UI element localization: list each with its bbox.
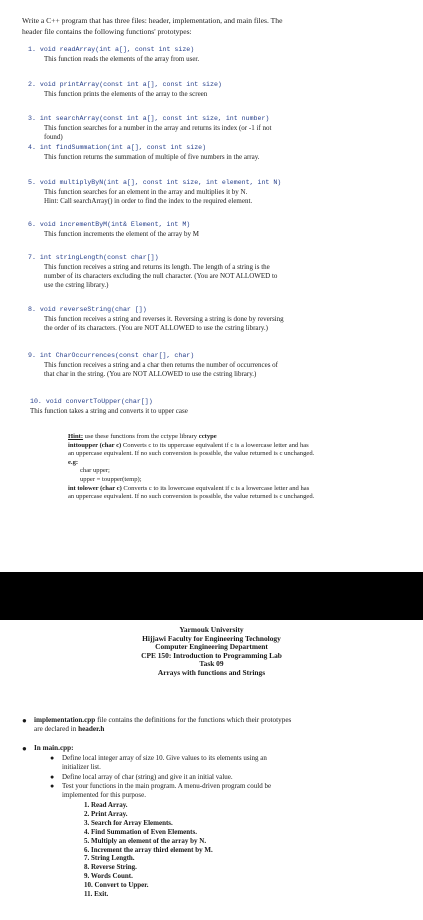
menu-item: 3. Search for Array Elements. (84, 818, 173, 827)
bullet-main: ● In main.cpp: (22, 744, 74, 753)
menu-item: 11. Exit. (84, 890, 109, 899)
bullet-implementation: ● implementation.cpp file contains the definitions for the functions which their prototypes are declared in header.h (22, 716, 292, 734)
function-item (28, 305, 414, 333)
bullet-icon: ● (22, 744, 27, 753)
sub-bullet-icon: ● (50, 782, 55, 790)
hint-block (68, 433, 408, 502)
function-signature: 10. void convertToUpper(char[]) (30, 398, 153, 405)
bullet-icon: ● (22, 716, 27, 725)
menu-item: 1. Read Array. (84, 801, 128, 809)
function-signature: 2. void printArray(const int a[], const int size) (28, 81, 222, 88)
menu-item: 5. Multiply an element of the array by N. (84, 836, 207, 845)
function-description: This function prints the elements of the array to the screen (44, 90, 208, 98)
header-task: Task 09 (199, 659, 224, 669)
menu-item: 9. Words Count. (84, 872, 133, 881)
function-signature: 6. void incrementByM(int& Element, int M) (28, 221, 191, 228)
function-item (28, 178, 414, 206)
function-signature: 4. int findSummation(int a[], const int size) (28, 144, 207, 151)
function-signature: 9. int CharOccurrences(const char[], char) (28, 352, 195, 359)
menu-item: 6. Increment the array third element by M. (84, 845, 213, 854)
sub-bullet-icon: ● (50, 754, 55, 762)
function-signature: 8. void reverseString(char []) (28, 306, 147, 313)
document-page-2 (0, 620, 423, 920)
function-description: This function searches for an element in the array and multiplies it by N. Hint: Call searchArray() in order to find the index to the required element. (44, 188, 253, 206)
menu-item: 4. Find Summation of Even Elements. (84, 827, 197, 836)
function-item (28, 80, 414, 99)
sub-bullet: ● Test your functions in the main program. A menu-driven program could be implemented for this purpose. (50, 782, 272, 799)
function-signature: 7. int stringLength(const char[]) (28, 254, 159, 261)
function-description: This function reads the elements of the array from user. (44, 55, 200, 63)
sub-bullet: ● Define local integer array of size 10. Give values to its elements using an initializer list. (50, 754, 267, 771)
function-signature: 1. void readArray(int a[], const int size) (28, 46, 195, 53)
menu-item: 8. Reverse String. (84, 863, 137, 872)
tolower-line-2: an uppercase equivalent. If no such conversion is possible, the value returned is c unchanged. (68, 493, 315, 501)
menu-item: 10. Convert to Upper. (84, 881, 149, 890)
function-description: This function returns the summation of multiple of five numbers in the array. (44, 153, 260, 161)
header-faculty: Hijjawi Faculty for Engineering Technology (142, 633, 281, 643)
function-description: This function searches for a number in the array and returns its index (or -1 if not found) (44, 124, 272, 142)
header-university: Yarmouk University (179, 625, 244, 634)
function-description: This function takes a string and converts it to upper case (30, 407, 188, 415)
function-item (28, 45, 414, 64)
function-signature: 5. void multiplyByN(int a[], const int size, int element, int N) (28, 179, 282, 186)
sub-bullet: ● Define local array of char (string) and give it an initial value. (50, 773, 233, 781)
function-description: This function receives a string and reverses it. Reversing a string is done by reversing the order of its characters. (You are NOT ALLOWED to use the cstring library.) (44, 315, 284, 333)
menu-list (84, 801, 284, 899)
function-description: This function increments the element of the array by M (44, 230, 199, 238)
intro-line-1: Write a C++ program that has three files: header, implementation, and main files. The (22, 16, 283, 25)
toupper-line: inttoupper (char c) Converts c to its uppercase equivalent if c is a lowercase letter and has (68, 441, 309, 449)
page-divider (0, 572, 423, 620)
sub-bullet-icon: ● (50, 773, 55, 781)
intro-line-2: header file contains the following functions' prototypes: (22, 26, 192, 36)
document-header (0, 626, 423, 678)
tolower-line: int tolower (char c) Converts c to its lowercase equivalent if c is a lowercase letter and has (68, 484, 310, 492)
function-description: This function receives a string and a char then returns the number of occurrences of that char in the string. (You are NOT ALLOWED to use the cstring library.) (44, 361, 279, 379)
function-description: This function receives a string and returns its length. The length of a string is the number of its characters excluding the null character. (You are NOT ALLOWED to use the cstring library.) (44, 263, 278, 290)
function-item (28, 114, 414, 142)
menu-item: 2. Print Array. (84, 809, 128, 818)
function-item (28, 220, 414, 239)
header-course: CPE 150: Introduction to Programming Lab (141, 650, 282, 660)
intro-text (22, 16, 410, 37)
function-item (28, 253, 414, 291)
header-department: Computer Engineering Department (155, 642, 268, 652)
eg-label: e.g: (68, 458, 79, 466)
header-topic: Arrays with functions and Strings (157, 667, 266, 677)
code-line-2: upper = toupper(temp); (80, 475, 142, 483)
menu-item: 7. String Length. (84, 854, 135, 863)
toupper-line-2: an uppercase equivalent. If no such conversion is possible, the value returned is c unchanged. (68, 450, 315, 458)
function-signature: 3. int searchArray(const int a[], const int size, int number) (28, 115, 270, 122)
function-item (28, 351, 414, 379)
code-line-1: char upper; (80, 467, 110, 475)
function-item (28, 143, 414, 162)
function-item (30, 397, 408, 416)
hint-line: Hint: use these functions from the cctype library cctype (68, 433, 217, 440)
